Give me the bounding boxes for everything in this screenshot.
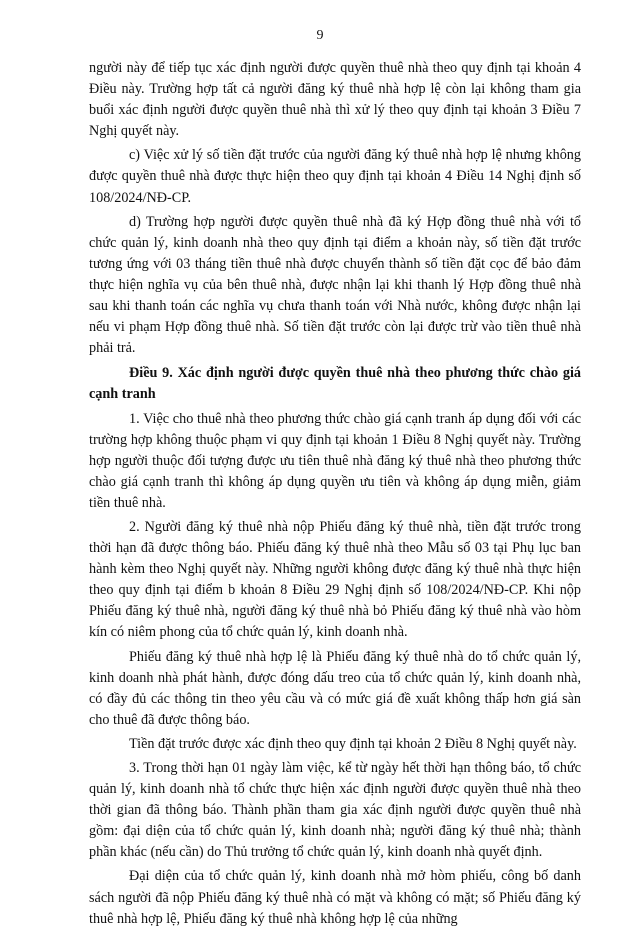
document-body bbox=[89, 58, 581, 933]
paragraph-clause-1: 1. Việc cho thuê nhà theo phương thức chào giá cạnh tranh áp dụng đối với các trường hợp không thuộc phạm vi quy định tại khoản 1 Điều 8 Nghị quyết này. Trường hợp người thuộc đối tượng được ưu tiên thuê nhà đăng ký thuê nhà theo phương thức chào giá cạnh tranh thì không áp dụng quyền ưu tiên và không áp dụng miễn, giảm tiền thuê nhà. bbox=[89, 410, 581, 511]
paragraph-deposit: Tiền đặt trước được xác định theo quy định tại khoản 2 Điều 8 Nghị quyết này. bbox=[129, 735, 577, 752]
paragraph-point-c: c) Việc xử lý số tiền đặt trước của người đăng ký thuê nhà hợp lệ nhưng không được quyền thuê nhà được thực hiện theo quy định tại khoản 4 Điều 14 Nghị định số 108/2024/NĐ-CP. bbox=[89, 147, 581, 206]
paragraph-continuation: người này để tiếp tục xác định người được quyền thuê nhà theo quy định tại khoản 4 Điều này. Trường hợp tất cả người đăng ký thuê nhà hợp lệ còn lại không tham gia buổi xác định người được quyền thuê nhà thì xử lý theo quy định tại khoản 3 Điều 7 Nghị quyết này. bbox=[89, 60, 581, 140]
page-number: 9 bbox=[316, 28, 324, 43]
article-heading: Điều 9. Xác định người được quyền thuê nhà theo phương thức chào giá cạnh tranh bbox=[89, 365, 581, 403]
paragraph-ballot-opening: Đại diện của tổ chức quản lý, kinh doanh nhà mở hòm phiếu, công bố danh sách người đã nộp Phiếu đăng ký thuê nhà có mặt và không có mặt; số Phiếu đăng ký thuê nhà hợp lệ, Phiếu đăng ký thuê nhà không hợp lệ của những bbox=[89, 868, 581, 927]
paragraph-clause-2: 2. Người đăng ký thuê nhà nộp Phiếu đăng ký thuê nhà, tiền đặt trước trong thời hạn đã được thông báo. Phiếu đăng ký thuê nhà theo Mẫu số 03 tại Phụ lục ban hành kèm theo Nghị quyết này. Những người không được đăng ký thuê nhà thực hiện theo quy định tại điểm b khoản 8 Điều 29 Nghị định số 108/2024/NĐ-CP. Khi nộp Phiếu đăng ký thuê nhà, người đăng ký thuê nhà bỏ Phiếu đăng ký thuê nhà vào hòm kín có niêm phong của tổ chức quản lý, kinh doanh nhà. bbox=[89, 518, 581, 641]
paragraph-point-d: d) Trường hợp người được quyền thuê nhà đã ký Hợp đồng thuê nhà với tổ chức quản lý, kinh doanh nhà theo quy định tại điểm a khoản này, số tiền đặt trước tương ứng với 03 tháng tiền thuê nhà được chuyển thành số tiền đặt cọc để bảo đảm thực hiện nghĩa vụ của bên thuê nhà, được nhận lại khi thanh lý Hợp đồng thuê nhà sau khi thanh toán các nghĩa vụ chưa thanh toán với Nhà nước, không được nhận lại nếu vi phạm Hợp đồng thuê nhà. Số tiền đặt trước còn lại được trừ vào tiền thuê nhà phải trả. bbox=[89, 213, 581, 357]
paragraph-valid-form: Phiếu đăng ký thuê nhà hợp lệ là Phiếu đăng ký thuê nhà do tổ chức quản lý, kinh doanh nhà phát hành, được đóng dấu treo của tổ chức quản lý, kinh doanh nhà, có đầy đủ các thông tin theo yêu cầu và có mức giá đề xuất không thấp hơn giá sàn cho thuê đã được thông báo. bbox=[89, 648, 581, 728]
paragraph-clause-3: 3. Trong thời hạn 01 ngày làm việc, kể từ ngày hết thời hạn thông báo, tổ chức quản lý, kinh doanh nhà tổ chức thực hiện xác định người được quyền thuê nhà theo thời gian đã thông báo. Thành phần tham gia xác định người được quyền thuê nhà gồm: đại diện của tổ chức quản lý, kinh doanh nhà; người đăng ký thuê nhà; thành phần khác (nếu cần) do Thủ trưởng tổ chức quản lý, kinh doanh nhà quyết định. bbox=[89, 760, 581, 861]
